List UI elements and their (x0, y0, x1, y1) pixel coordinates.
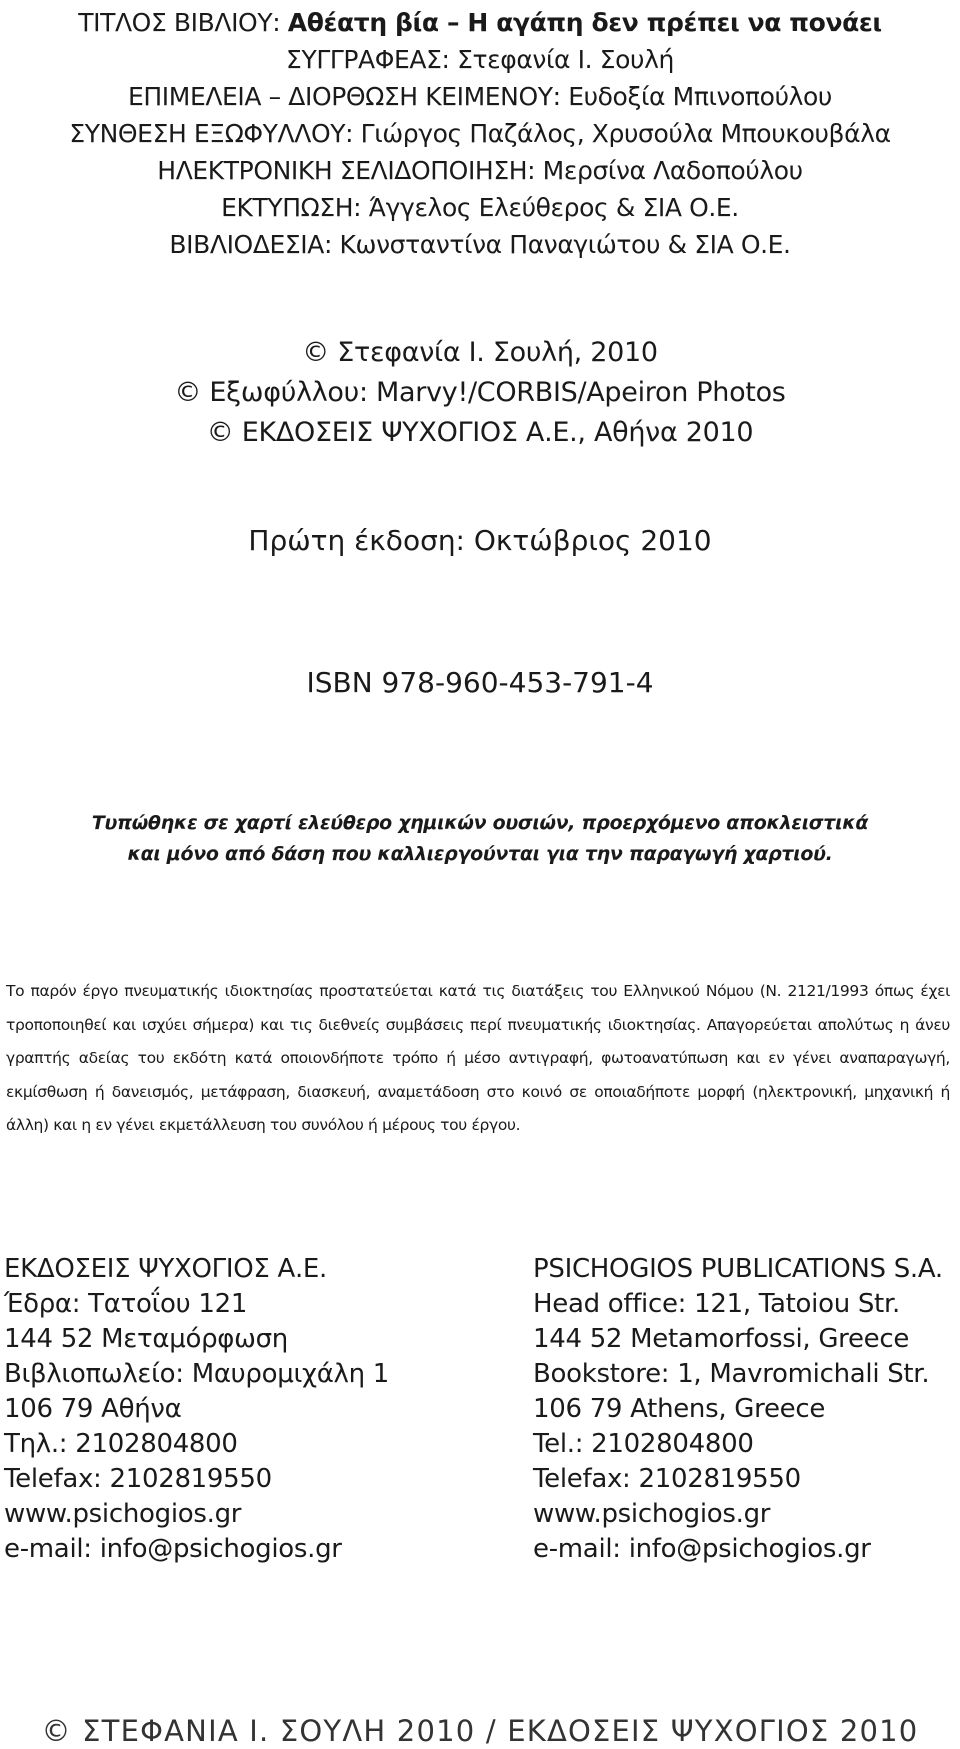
head-office-greek: Έδρα: Τατοΐου 121 (4, 1289, 248, 1319)
book-title-line (0, 4, 960, 41)
paper-note (0, 808, 960, 870)
email-greek: e-mail: info@psichogios.gr (4, 1534, 342, 1564)
city-line-greek: 106 79 Αθήνα (4, 1394, 182, 1424)
phone-greek: Τηλ.: 2102804800 (4, 1429, 238, 1459)
copyright-cover: © Εξωφύλλου: Marvy!/CORBIS/Apeiron Photos (174, 377, 786, 408)
typesetting-line: ΗΛΕΚΤΡΟΝΙΚΗ ΣΕΛΙΔΟΠΟΙΗΣΗ: Μερσίνα Λαδοπούλου (157, 156, 803, 185)
website-english: www.psichogios.gr (533, 1499, 771, 1529)
author-line: ΣΥΓΓΡΑΦΕΑΣ: Στεφανία Ι. Σουλή (286, 45, 674, 74)
footer-copyright: © ΣΤΕΦΑΝΙΑ Ι. ΣΟΥΛΗ 2010 / ΕΚΔΟΣΕΙΣ ΨΥΧΟΓΙΟΣ 2010 (41, 1714, 919, 1748)
publisher-address-english (533, 1252, 943, 1567)
city-line-english: 106 79 Athens, Greece (533, 1394, 826, 1424)
phone-english: Tel.: 2102804800 (533, 1429, 754, 1459)
binding-line: ΒΙΒΛΙΟΔΕΣΙΑ: Κωνσταντίνα Παναγιώτου & ΣΙΑ Ο.Ε. (169, 230, 791, 259)
website-greek: www.psichogios.gr (4, 1499, 242, 1529)
editing-line: ΕΠΙΜΕΛΕΙΑ – ΔΙΟΡΘΩΣΗ ΚΕΙΜΕΝΟΥ: Ευδοξία Μπινοπούλου (128, 82, 832, 111)
publisher-name-greek: ΕΚΔΟΣΕΙΣ ΨΥΧΟΓΙΟΣ Α.Ε. (4, 1254, 328, 1284)
printing-line: ΕΚΤΥΠΩΣΗ: Άγγελος Ελεύθερος & ΣΙΑ Ο.Ε. (221, 193, 739, 222)
first-edition: Πρώτη έκδοση: Οκτώβριος 2010 (248, 524, 712, 557)
publisher-address-greek (4, 1252, 389, 1567)
telefax-english: Telefax: 2102819550 (533, 1464, 801, 1494)
bookstore-greek: Βιβλιοπωλείο: Μαυρομιχάλη 1 (4, 1359, 390, 1389)
publisher-name-english: PSICHOGIOS PUBLICATIONS S.A. (533, 1254, 943, 1284)
legal-notice: Το παρόν έργο πνευματικής ιδιοκτησίας προστατεύεται κατά τις διατάξεις του Ελληνικού Νόμου (Ν. 2121/1993 όπως έχει τροποποιηθεί και ισχύει σήμερα) και τις διεθνείς συμβάσεις περί πνευματικής ιδιοκτησίας. Απαγορεύεται απολύτως η άνευ γραπτής αδείας του εκδότη κατά οποιονδήποτε τρόπο ή μέσο αντιγραφή, φωτοανατύπωση και εν γένει αναπαραγωγή, εκμίσθωση ή δανεισμός, μετάφραση, διασκευή, αναμετάδοση στο κοινό σε οποιαδήποτε μορφή (ηλεκτρονική, μηχανική ή άλλη) και η εν γένει εκμετάλλευση του συνόλου ή μέρους του έργου. (6, 982, 950, 1134)
copyright-block (0, 333, 960, 453)
isbn: ISBN 978-960-453-791-4 (306, 666, 654, 699)
postal-line-greek: 144 52 Μεταμόρφωση (4, 1324, 288, 1354)
credits-block (0, 4, 960, 263)
head-office-english: Head office: 121, Tatoiou Str. (533, 1289, 900, 1319)
email-english: e-mail: info@psichogios.gr (533, 1534, 871, 1564)
telefax-greek: Telefax: 2102819550 (4, 1464, 272, 1494)
cover-design-line: ΣΥΝΘΕΣΗ ΕΞΩΦΥΛΛΟΥ: Γιώργος Παζάλος, Χρυσούλα Μπουκουβάλα (69, 119, 891, 148)
postal-line-english: 144 52 Metamorfossi, Greece (533, 1324, 910, 1354)
paper-note-line: Τυπώθηκε σε χαρτί ελεύθερο χημικών ουσιών, προερχόμενο αποκλειστικά (91, 812, 869, 834)
copyright-author: © Στεφανία Ι. Σουλή, 2010 (302, 337, 658, 368)
copyright-publisher: © ΕΚΔΟΣΕΙΣ ΨΥΧΟΓΙΟΣ Α.Ε., Αθήνα 2010 (206, 417, 754, 448)
book-title: Αθέατη βία – Η αγάπη δεν πρέπει να πονάει (287, 8, 882, 37)
book-title-label: ΤΙΤΛΟΣ ΒΙΒΛΙΟΥ: (78, 8, 288, 37)
bookstore-english: Bookstore: 1, Mavromichali Str. (533, 1359, 930, 1389)
paper-note-line: και μόνο από δάση που καλλιεργούνται για την παραγωγή χαρτιού. (127, 843, 833, 865)
